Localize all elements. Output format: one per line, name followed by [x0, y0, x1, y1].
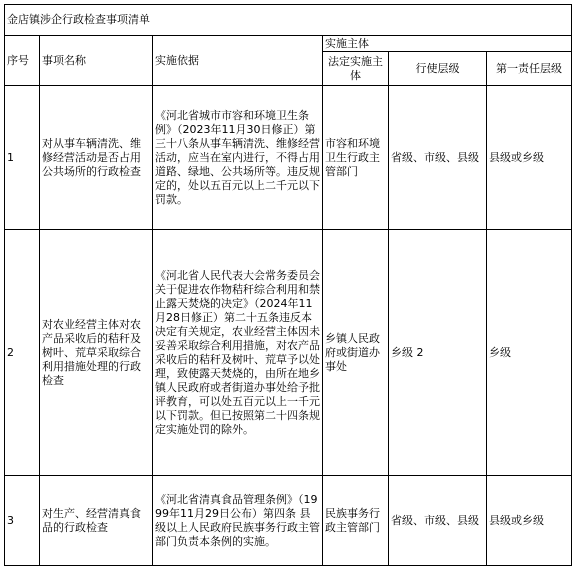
- header-legal-subject: 法定实施主体: [323, 52, 389, 86]
- row-seq: 3: [5, 476, 40, 566]
- row-name: 对农业经营主体对农产品采收后的秸秆及树叶、荒草采取综合利用措施处理的行政检查: [40, 230, 153, 476]
- header-row-1: [5, 36, 572, 52]
- table-row: [5, 86, 572, 230]
- header-name: 事项名称: [40, 36, 153, 86]
- inspection-list-table: [4, 4, 572, 566]
- header-subject: 实施主体: [323, 36, 572, 52]
- row-first-level: 乡级: [487, 230, 572, 476]
- row-basis: 《河北省清真食品管理条例》（1999年11月29日公布）第四条 县级以上人民政府民族事务行政主管部门负责本条例的实施。: [153, 476, 323, 566]
- table-row: [5, 476, 572, 566]
- title-row: [5, 5, 572, 36]
- table-title: 金店镇涉企行政检查事项清单: [5, 5, 572, 36]
- row-subject: 民族事务行政主管部门: [323, 476, 389, 566]
- row-first-level: 县级或乡级: [487, 86, 572, 230]
- row-level: 乡级 2: [389, 230, 487, 476]
- row-basis: 《河北省人民代表大会常务委员会关于促进农作物秸秆综合利用和禁止露天焚烧的决定》（2024年11月28日修正）第二十五条违反本决定有关规定，农业经营主体因未妥善采取综合利用措施，对农产品采收后的秸秆及树叶、荒草予以处理，致使露天焚烧的，由所在地乡镇人民政府或者街道办事处给予批评教育，可以处五百元以上一千元以下罚款。但已按照第二十四条规定实施处罚的除外。: [153, 230, 323, 476]
- table-row: [5, 230, 572, 476]
- row-subject: 市容和环境卫生行政主管部门: [323, 86, 389, 230]
- row-name: 对生产、经营清真食品的行政检查: [40, 476, 153, 566]
- header-level: 行使层级: [389, 52, 487, 86]
- header-first-level: 第一责任层级: [487, 52, 572, 86]
- row-level: 省级、市级、县级: [389, 476, 487, 566]
- header-seq: 序号: [5, 36, 40, 86]
- row-level: 省级、市级、县级: [389, 86, 487, 230]
- row-basis: 《河北省城市市容和环境卫生条例》（2023年11月30日修正）第三十八条从事车辆清洗、维修经营活动，应当在室内进行，不得占用道路、绿地、公共场所等。违反规定的，处以五百元以上二千元以下罚款。: [153, 86, 323, 230]
- row-seq: 1: [5, 86, 40, 230]
- row-seq: 2: [5, 230, 40, 476]
- row-name: 对从事车辆清洗、维修经营活动是否占用公共场所的行政检查: [40, 86, 153, 230]
- row-subject: 乡镇人民政府或街道办事处: [323, 230, 389, 476]
- header-basis: 实施依据: [153, 36, 323, 86]
- row-first-level: 县级或乡级: [487, 476, 572, 566]
